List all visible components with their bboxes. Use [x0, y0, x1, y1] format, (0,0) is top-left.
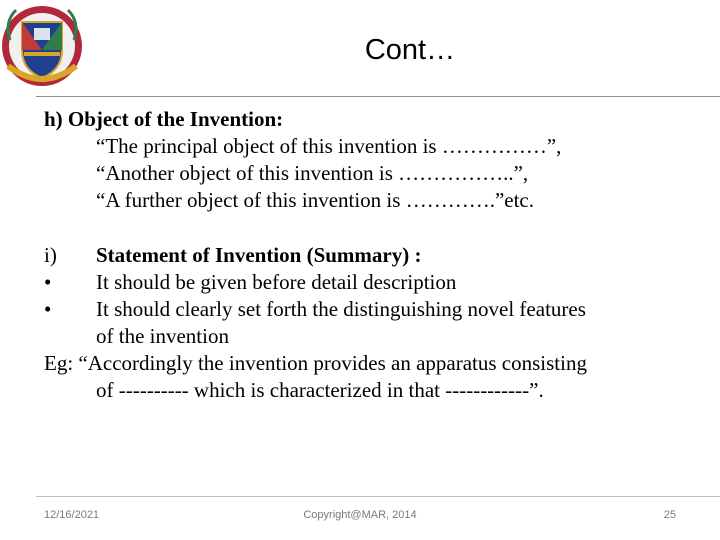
spacer — [44, 214, 694, 242]
slide-title: Cont… — [364, 34, 456, 66]
slide-body — [44, 106, 694, 404]
footer-divider — [36, 496, 720, 497]
title-divider — [36, 96, 720, 97]
footer-copyright: Copyright@MAR, 2014 — [303, 509, 417, 521]
bullet-marker: • — [44, 297, 52, 321]
bullet-item — [44, 269, 694, 296]
object-line: “The principal object of this invention is ……………”, — [96, 134, 562, 158]
bullet-marker: • — [44, 270, 52, 294]
page-number: 25 — [663, 509, 676, 521]
example-line-continuation: of ---------- which is characterized in that ------------”. — [96, 378, 544, 402]
object-line: “Another object of this invention is ……………..”, — [96, 161, 529, 185]
example-line: Eg: “Accordingly the invention provides an apparatus consisting — [44, 351, 587, 375]
section-i-heading: Statement of Invention (Summary) : — [96, 243, 422, 267]
bullet-continuation: of the invention — [96, 324, 229, 348]
section-i-marker: i) — [44, 243, 57, 267]
footer-date: 12/16/2021 — [44, 509, 100, 521]
bullet-text: It should clearly set forth the distinguishing novel features — [96, 297, 586, 321]
bullet-text: It should be given before detail description — [96, 270, 457, 294]
object-line: “A further object of this invention is ………….”etc. — [96, 188, 534, 212]
section-i-heading-row — [44, 242, 694, 269]
bullet-item — [44, 296, 694, 323]
section-h-heading: h) Object of the Invention: — [44, 107, 284, 131]
